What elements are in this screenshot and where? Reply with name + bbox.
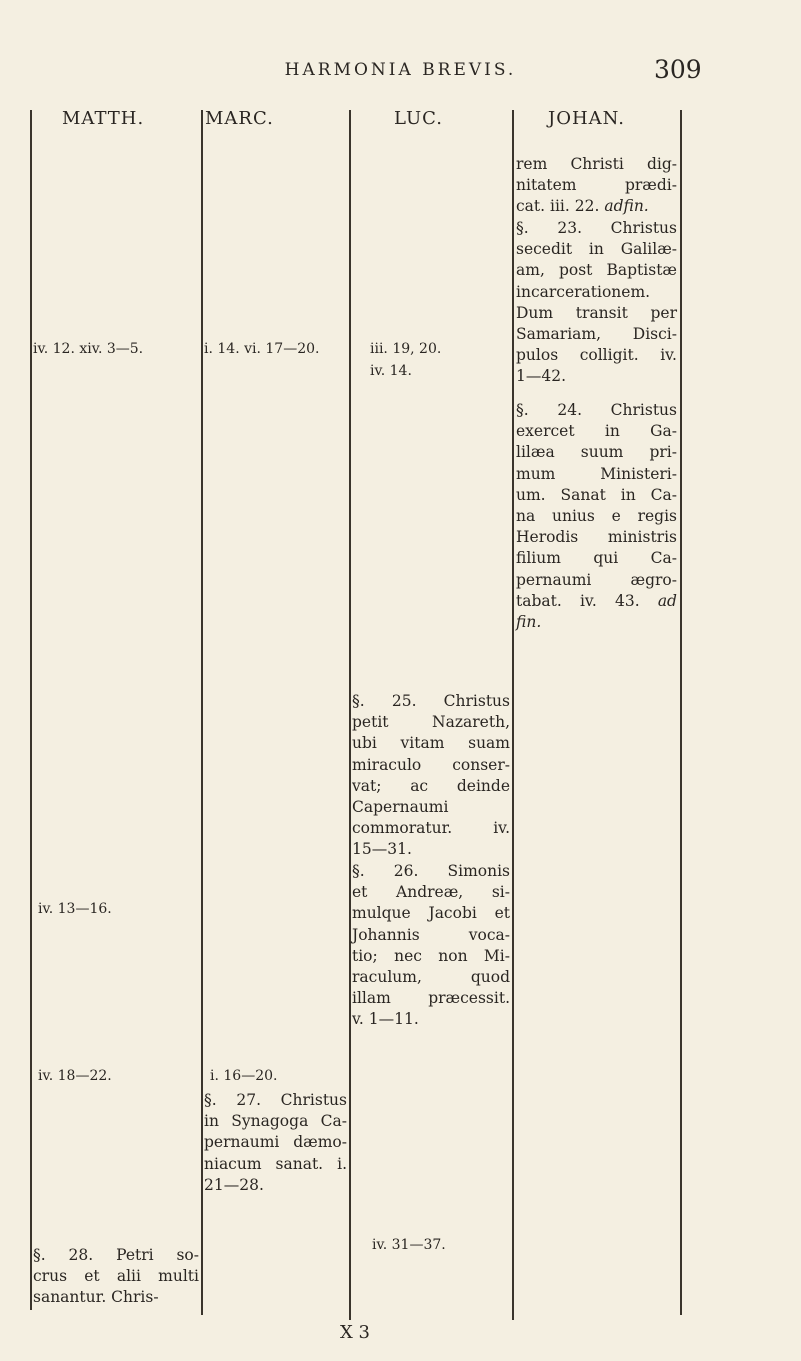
- signature-mark: X 3: [340, 1322, 370, 1343]
- column-rule-1: [201, 110, 203, 1315]
- matth-reference-1: iv. 12. xiv. 3—5.: [33, 341, 144, 357]
- column-rule-right: [680, 110, 682, 1315]
- luc-reference-2: iv. 31—37.: [372, 1237, 446, 1253]
- running-title: HARMONIA BREVIS.: [284, 60, 517, 80]
- johan-paragraph-23: §. 23. Christus secedit in Galilæ- am, post Baptistæ incarcerationem. Dum transit per Samariam, Disci- pulos colligit. iv. 1—42.: [516, 219, 677, 386]
- column-rule-left: [30, 110, 32, 1310]
- luc-paragraph-26: §. 26. Simonis et Andreæ, si- mulque Jacobi et Johannis voca- tio; nec non Mi- raculum, quod illam præcessit. v. 1—11.: [352, 862, 510, 1029]
- marc-reference-2: i. 16—20.: [210, 1068, 278, 1084]
- luc-reference-1b: iv. 14.: [370, 363, 412, 379]
- johan-paragraph-24: §. 24. Christus exercet in Ga- lilæa suum pri- mum Ministeri- um. Sanat in Ca- na unius e regis Herodis ministris filium qui Ca- pernaumi ægro- tabat. iv. 43. ad fin.: [516, 401, 677, 632]
- page-number: 309: [654, 55, 702, 84]
- matth-paragraph-28: §. 28. Petri so- crus et alii multi sanantur. Chris-: [33, 1246, 199, 1307]
- matth-reference-2: iv. 13—16.: [38, 901, 112, 917]
- luc-paragraph-25: §. 25. Christus petit Nazareth, ubi vitam suam miraculo conser- vat; ac deinde Capernaumi commoratur. iv. 15—31.: [352, 692, 510, 859]
- column-rule-2: [349, 110, 351, 1320]
- column-heading-matth: MATTH.: [62, 108, 145, 129]
- marc-reference-1: i. 14. vi. 17—20.: [204, 341, 320, 357]
- johan-paragraph-22-end: rem Christi dig- nitatem prædi- cat. iii. 22. adfin.: [516, 155, 677, 216]
- marc-paragraph-27: §. 27. Christus in Synagoga Ca- pernaumi dæmo- niacum sanat. i. 21—28.: [204, 1091, 347, 1194]
- column-heading-luc: LUC.: [394, 108, 443, 129]
- column-rule-3: [512, 110, 514, 1320]
- column-heading-marc: MARC.: [205, 108, 274, 129]
- column-heading-johan: JOHAN.: [548, 108, 625, 129]
- matth-reference-3: iv. 18—22.: [38, 1068, 112, 1084]
- luc-reference-1a: iii. 19, 20.: [370, 341, 442, 357]
